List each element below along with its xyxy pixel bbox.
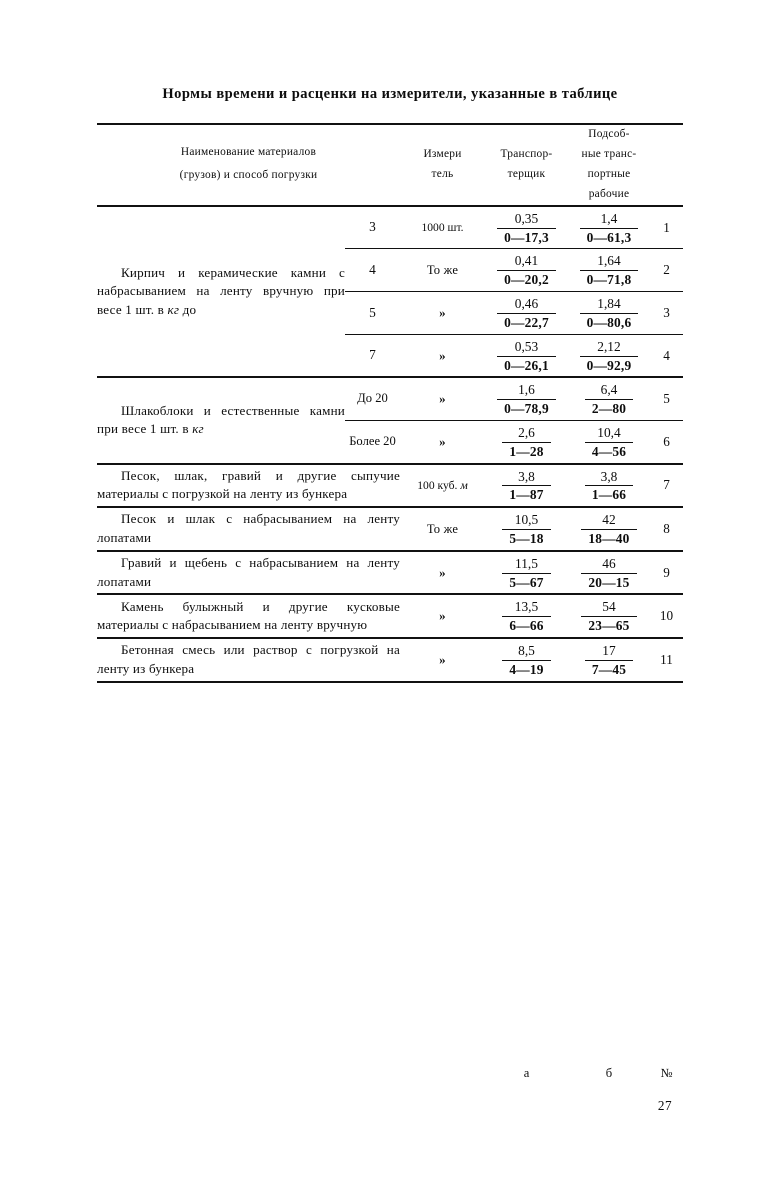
transporter-cell (485, 377, 568, 420)
row-number: 6 (663, 433, 670, 449)
measure-unit: » (439, 433, 446, 449)
rate-transporter: 1—28 (502, 442, 550, 460)
helpers-cell (568, 638, 650, 682)
time-norm-transporter: 13,5 (514, 599, 539, 615)
norm-fraction (585, 378, 633, 420)
row-number: 11 (660, 651, 673, 667)
norm-fraction (580, 207, 639, 249)
time-norm-transporter: 0,35 (514, 210, 539, 226)
time-norm-helpers: 1,4 (600, 210, 618, 226)
rate-transporter: 0—22,7 (497, 313, 556, 331)
header-name-column (97, 124, 400, 206)
footer-col-b: б (605, 1066, 613, 1080)
time-norm-helpers: 2,12 (597, 338, 621, 354)
table-header (97, 124, 683, 206)
transporter-cell (485, 249, 568, 292)
table-footer-container (97, 1057, 683, 1090)
measure-unit: То же (426, 262, 459, 277)
table-body (97, 206, 683, 682)
norm-fraction (502, 508, 550, 550)
norm-fraction (581, 595, 636, 637)
weight-value: До 20 (357, 391, 388, 406)
table-row (97, 551, 683, 595)
row-number: 8 (663, 521, 670, 536)
transporter-cell (485, 551, 568, 595)
rate-transporter: 0—26,1 (497, 356, 556, 374)
transporter-cell (485, 420, 568, 463)
time-norm-helpers: 3,8 (600, 468, 618, 484)
norm-fraction (497, 335, 556, 377)
norm-fraction (502, 595, 550, 637)
helpers-cell (568, 249, 650, 292)
norm-fraction (497, 378, 556, 420)
rate-helpers: 4—56 (585, 442, 633, 460)
transporter-cell (485, 594, 568, 638)
helpers-cell (568, 420, 650, 463)
rate-helpers: 0—61,3 (580, 228, 639, 246)
norm-fraction (581, 508, 636, 550)
table-row (97, 464, 683, 508)
material-description: Бетонная смесь или раствор с погрузкой на ленту из бункера (97, 642, 400, 676)
norm-fraction (580, 335, 639, 377)
measure-unit: » (439, 651, 446, 667)
transporter-cell (485, 464, 568, 508)
rate-helpers: 0—92,9 (580, 356, 639, 374)
time-norm-helpers: 10,4 (597, 424, 621, 440)
weight-value: 5 (369, 304, 376, 320)
time-norm-transporter: 11,5 (515, 555, 538, 571)
norm-fraction (502, 465, 550, 507)
row-number: 5 (663, 391, 670, 407)
material-description: Шлакоблоки и естественные камни при весе 1 шт. в кг (97, 402, 345, 437)
unit-italic: кг (167, 301, 180, 317)
header-measure-line1: Измери (423, 147, 462, 160)
row-number: 2 (663, 262, 670, 278)
time-norm-helpers: 1,64 (597, 253, 621, 269)
norm-fraction (580, 292, 639, 334)
header-measure-line2: тель (431, 167, 454, 180)
helpers-cell (568, 334, 650, 377)
footer-col-a: а (523, 1066, 530, 1080)
time-norm-transporter: 3,8 (518, 468, 535, 484)
time-norm-helpers: 1,84 (597, 296, 621, 312)
rate-helpers: 0—71,8 (580, 270, 639, 288)
header-helpers-line3: портные (587, 167, 631, 180)
time-norm-helpers: 54 (602, 599, 616, 615)
table-row (97, 377, 683, 420)
rate-transporter: 0—78,9 (497, 399, 556, 417)
measure-unit: » (439, 608, 446, 624)
rate-transporter: 1—87 (502, 485, 550, 503)
time-norm-transporter: 8,5 (518, 643, 535, 659)
norm-fraction (502, 552, 550, 594)
rate-transporter: 0—20,2 (497, 270, 556, 288)
rate-transporter: 4—19 (502, 660, 550, 678)
measure-unit-italic: м (460, 478, 468, 492)
rate-helpers: 18—40 (581, 529, 636, 547)
header-helpers-line1: Подсоб- (588, 128, 630, 140)
footer-row (97, 1057, 683, 1090)
header-helpers-line4: рабочие (588, 187, 630, 200)
time-norm-transporter: 2,6 (518, 424, 535, 440)
helpers-cell (568, 594, 650, 638)
header-measure-column (400, 124, 485, 206)
header-helpers-column (568, 124, 650, 206)
time-norm-transporter: 0,41 (514, 253, 539, 269)
weight-value: 3 (369, 219, 376, 235)
helpers-cell (568, 292, 650, 335)
weight-value: 4 (369, 261, 376, 277)
rate-helpers: 23—65 (581, 616, 636, 634)
rate-helpers: 2—80 (585, 399, 633, 417)
transporter-cell (485, 638, 568, 682)
row-number: 9 (663, 564, 670, 580)
row-number: 3 (663, 304, 670, 320)
norm-fraction (502, 421, 550, 463)
header-transporter-column (485, 124, 568, 206)
row-number: 1 (663, 219, 670, 235)
measure-unit: 100 куб. м (417, 478, 468, 492)
material-description: Гравий и щебень с набрасыванием на ленту лопатами (97, 555, 400, 589)
row-number: 10 (659, 608, 674, 624)
measure-unit: То же (426, 521, 459, 536)
material-description: Песок, шлак, гравий и другие сыпучие материалы с погрузкой на ленту из бункера (97, 467, 400, 502)
norm-fraction (585, 639, 633, 681)
table-row (97, 638, 683, 682)
table-row (97, 206, 683, 249)
norms-table-container (97, 123, 683, 683)
weight-value: 7 (369, 347, 376, 363)
table-row (97, 594, 683, 638)
time-norm-helpers: 6,4 (600, 382, 618, 398)
material-description: Кирпич и керамические камни с набрасыванием на ленту вручную при весе 1 шт. в кг до (97, 264, 345, 317)
header-transporter-line2: терщик (507, 167, 546, 180)
time-norm-transporter: 10,5 (514, 512, 539, 528)
norm-fraction (580, 249, 639, 291)
footer-col-number: № (660, 1066, 673, 1080)
header-row (97, 124, 683, 206)
rate-helpers: 20—15 (581, 573, 636, 591)
time-norm-helpers: 17 (602, 643, 616, 659)
rate-helpers: 0—80,6 (580, 313, 639, 331)
weight-value: Более 20 (349, 433, 396, 448)
material-description: Камень булыжный и другие кусковые материалы с набрасыванием на ленту вручную (97, 598, 400, 633)
helpers-cell (568, 551, 650, 595)
measure-unit: » (439, 304, 446, 320)
measure-unit: » (439, 391, 446, 407)
norms-table (97, 123, 683, 683)
norm-fraction (585, 465, 633, 507)
norm-fraction (497, 292, 556, 334)
page-number: 27 (657, 1098, 673, 1113)
helpers-cell (568, 464, 650, 508)
unit-italic: кг (192, 421, 204, 437)
footer-table (97, 1057, 683, 1090)
measure-unit: » (439, 347, 446, 363)
header-helpers-line2: ные транс- (581, 147, 637, 160)
time-norm-transporter: 0,53 (514, 338, 539, 354)
norm-fraction (502, 639, 550, 681)
rate-transporter: 0—17,3 (497, 228, 556, 246)
transporter-cell (485, 507, 568, 551)
transporter-cell (485, 334, 568, 377)
footer-blank-cell (97, 1057, 485, 1090)
measure-unit: » (439, 564, 446, 580)
rate-transporter: 5—18 (502, 529, 550, 547)
norm-fraction (585, 421, 633, 463)
time-norm-transporter: 0,46 (514, 296, 539, 312)
rate-transporter: 6—66 (502, 616, 550, 634)
norm-fraction (581, 552, 636, 594)
row-number: 4 (663, 347, 670, 363)
header-name-line2: (грузов) и способ погрузки (179, 169, 318, 182)
rate-transporter: 5—67 (502, 573, 550, 591)
time-norm-helpers: 46 (602, 555, 616, 571)
transporter-cell (485, 292, 568, 335)
helpers-cell (568, 507, 650, 551)
page-title: Нормы времени и расценки на измерители, указанные в таблице (162, 86, 618, 102)
row-number: 7 (663, 477, 670, 493)
norm-fraction (497, 207, 556, 249)
time-norm-transporter: 1,6 (518, 382, 535, 398)
rate-helpers: 1—66 (585, 485, 633, 503)
helpers-cell (568, 377, 650, 420)
helpers-cell (568, 206, 650, 249)
time-norm-helpers: 42 (602, 512, 616, 528)
header-transporter-line1: Транспор- (500, 147, 553, 160)
transporter-cell (485, 206, 568, 249)
rate-helpers: 7—45 (585, 660, 633, 678)
table-row (97, 507, 683, 551)
header-number-column (650, 124, 683, 206)
measure-unit: 1000 шт. (421, 221, 464, 235)
header-name-line1: Наименование материалов (180, 146, 317, 159)
norm-fraction (497, 249, 556, 291)
material-description: Песок и шлак с набрасыванием на ленту лопатами (97, 511, 400, 545)
